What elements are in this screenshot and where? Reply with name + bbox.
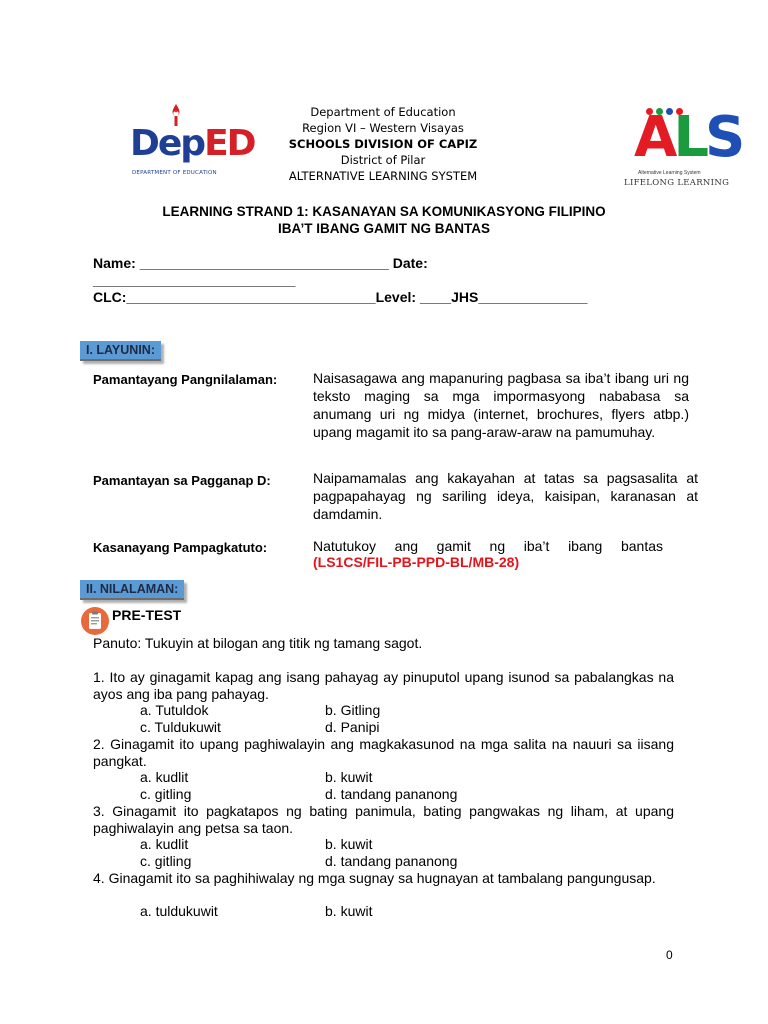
document-subtitle: IBA’T IBANG GAMIT NG BANTAS [278,221,490,236]
als-wordmark: ALS [634,105,742,170]
q2-option-d[interactable]: d. tandang pananong [325,786,458,802]
header-line-district: District of Pilar [340,153,426,167]
section-layunin-label: I. LAYUNIN: [80,341,161,361]
pretest-instruction: Panuto: Tukuyin at bilogan ang titik ng tamang sagot. [93,635,423,651]
header-line-division: SCHOOLS DIVISION OF CAPIZ [288,137,478,151]
page-number: 0 [666,948,673,962]
date-line[interactable]: __________________________ [93,272,296,288]
q2-option-b[interactable]: b. kuwit [325,769,373,785]
q1-option-c[interactable]: c. Tuldukuwit [140,719,221,735]
question-3: 3. Ginagamit ito pagkatapos ng bating panimula, bating pangwakas ng liham, at upang paghiwalayin ang petsa sa taon. [93,803,674,836]
clc-label: CLC: [93,289,127,305]
pretest-heading: PRE-TEST [112,607,182,623]
header-line-department: Department of Education [310,105,456,119]
q2-option-a[interactable]: a. kudlit [140,769,189,785]
deped-subtitle: DEPARTMENT OF EDUCATION [132,170,217,176]
pampagkatuto-text: Natutukoy ang gamit ng iba’t ibang bantas [313,538,663,554]
pagganap-heading: Pamantayan sa Pagganap D: [93,473,271,488]
q3-option-c[interactable]: c. gitling [140,853,192,869]
pangnilalaman-heading: Pamantayang Pangnilalaman: [93,372,278,387]
name-line: ________________________________ [139,255,389,271]
clc-field[interactable]: CLC:________________________________Level: ____JHS______________ [93,289,588,305]
section-nilalaman-label: II. NILALAMAN: [80,580,184,600]
level-value: JHS [451,289,479,305]
q1-option-a[interactable]: a. Tutuldok [140,702,209,718]
q3-option-b[interactable]: b. kuwit [325,836,373,852]
deped-logo [126,104,255,186]
question-2: 2. Ginagamit ito upang paghiwalayin ang magkakasunod na mga salita na nauuri sa iisang pangkat. [93,736,674,769]
header-line-region: Region VI – Western Visayas [302,121,464,135]
name-label: Name: [93,255,136,271]
q4-option-a[interactable]: a. tuldukuwit [140,903,218,919]
question-4: 4. Ginagamit ito sa paghihiwalay ng mga sugnay sa hugnayan at tambalang pangungusap. [93,870,656,886]
clipboard-icon [80,606,110,636]
als-tagline: LIFELONG LEARNING [624,178,730,188]
level-label: Level: [375,289,417,305]
q1-option-d[interactable]: d. Panipi [325,719,380,735]
name-field[interactable] [93,255,428,271]
pampagkatuto-heading: Kasanayang Pampagkatuto: [93,540,268,555]
document-header [230,104,536,184]
als-logo [620,102,742,188]
header-line-als: ALTERNATIVE LEARNING SYSTEM [288,169,478,183]
als-subtitle: Alternative Learning System [638,170,701,176]
pagganap-text: Naipamamalas ang kakayahan at tatas sa pagsasalita at pagpapahayag ng sariling ideya, kaisipan, karanasan at damdamin. [313,470,698,522]
q2-option-c[interactable]: c. gitling [140,786,192,802]
document-title: LEARNING STRAND 1: KASANAYAN SA KOMUNIKASYONG FILIPINO [162,204,606,219]
q1-option-b[interactable]: b. Gitling [325,702,381,718]
deped-wordmark: DepED [130,123,255,164]
q4-option-b[interactable]: b. kuwit [325,903,373,919]
pampagkatuto-code: (LS1CS/FIL-PB-PPD-BL/MB-28) [313,554,520,570]
q3-option-d[interactable]: d. tandang pananong [325,853,458,869]
date-label: Date: [392,255,428,271]
clc-line: ________________________________ [126,289,376,305]
pangnilalaman-text: Naisasagawa ang mapanuring pagbasa sa iba’t ibang uri ng teksto maging sa mga impormasyong nababasa sa anumang uri ng midya (internet, brochures, flyers atbp.) upang magamit ito sa pang-araw-araw na pamumuhay. [313,370,689,440]
question-1: 1. Ito ay ginagamit kapag ang isang pahayag ay pinuputol upang isunod sa pabalangkas na ayos ang iba pang pahayag. [93,669,674,702]
q3-option-a[interactable]: a. kudlit [140,836,189,852]
